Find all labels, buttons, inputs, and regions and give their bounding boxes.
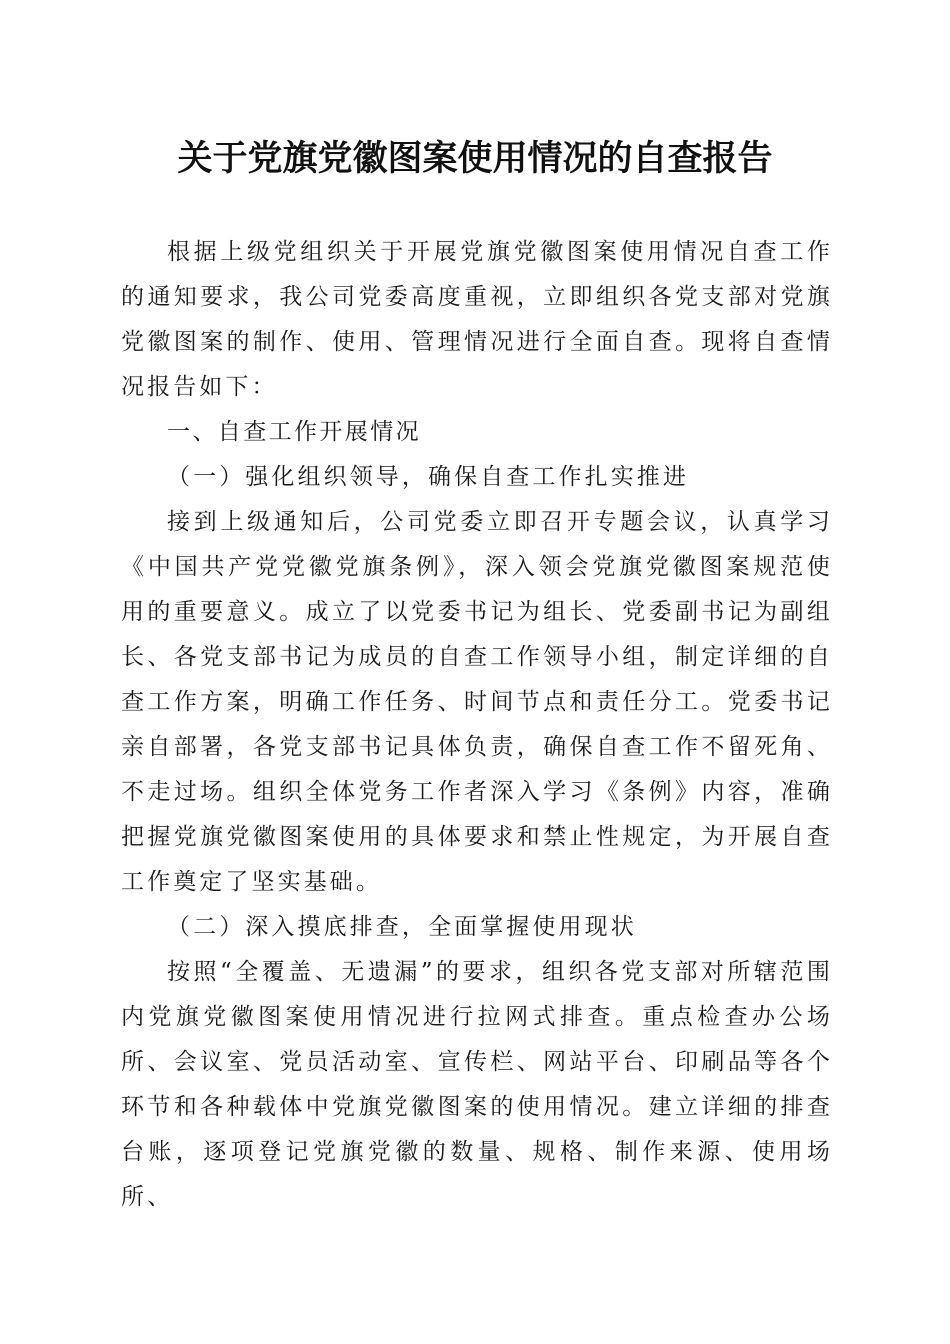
- subsection-2-paragraph: 按照“全覆盖、无遗漏”的要求，组织各党支部对所辖范围内党旗党徽图案使用情况进行拉网式排查。重点检查办公场所、会议室、党员活动室、宣传栏、网站平台、印刷品等各个环节和各种载体中党旗党徽图案的使用情况。建立详细的排查台账，逐项登记党旗党徽的数量、规格、制作来源、使用场所、: [121, 959, 833, 1210]
- subsection-heading-2: （二）深入摸底排查，全面掌握使用现状: [167, 914, 637, 940]
- document-body: [121, 230, 833, 1220]
- intro-paragraph: 根据上级党组织关于开展党旗党徽图案使用情况自查工作的通知要求，我公司党委高度重视，立即组织各党支部对党旗党徽图案的制作、使用、管理情况进行全面自查。现将自查情况报告如下：: [121, 239, 833, 400]
- subsection-1-paragraph: 接到上级通知后，公司党委立即召开专题会议，认真学习《中国共产党党徽党旗条例》，深入领会党旗党徽图案规范使用的重要意义。成立了以党委书记为组长、党委副书记为副组长、各党支部书记为成员的自查工作领导小组，制定详细的自查工作方案，明确工作任务、时间节点和责任分工。党委书记亲自部署，各党支部书记具体负责，确保自查工作不留死角、不走过场。组织全体党务工作者深入学习《条例》内容，准确把握党旗党徽图案使用的具体要求和禁止性规定，为开展自查工作奠定了坚实基础。: [121, 509, 833, 895]
- document-title: 关于党旗党徽图案使用情况的自查报告: [177, 138, 773, 179]
- subsection-heading-1: （一）强化组织领导，确保自查工作扎实推进: [167, 464, 689, 490]
- section-heading-1: 一、自查工作开展情况: [167, 419, 421, 445]
